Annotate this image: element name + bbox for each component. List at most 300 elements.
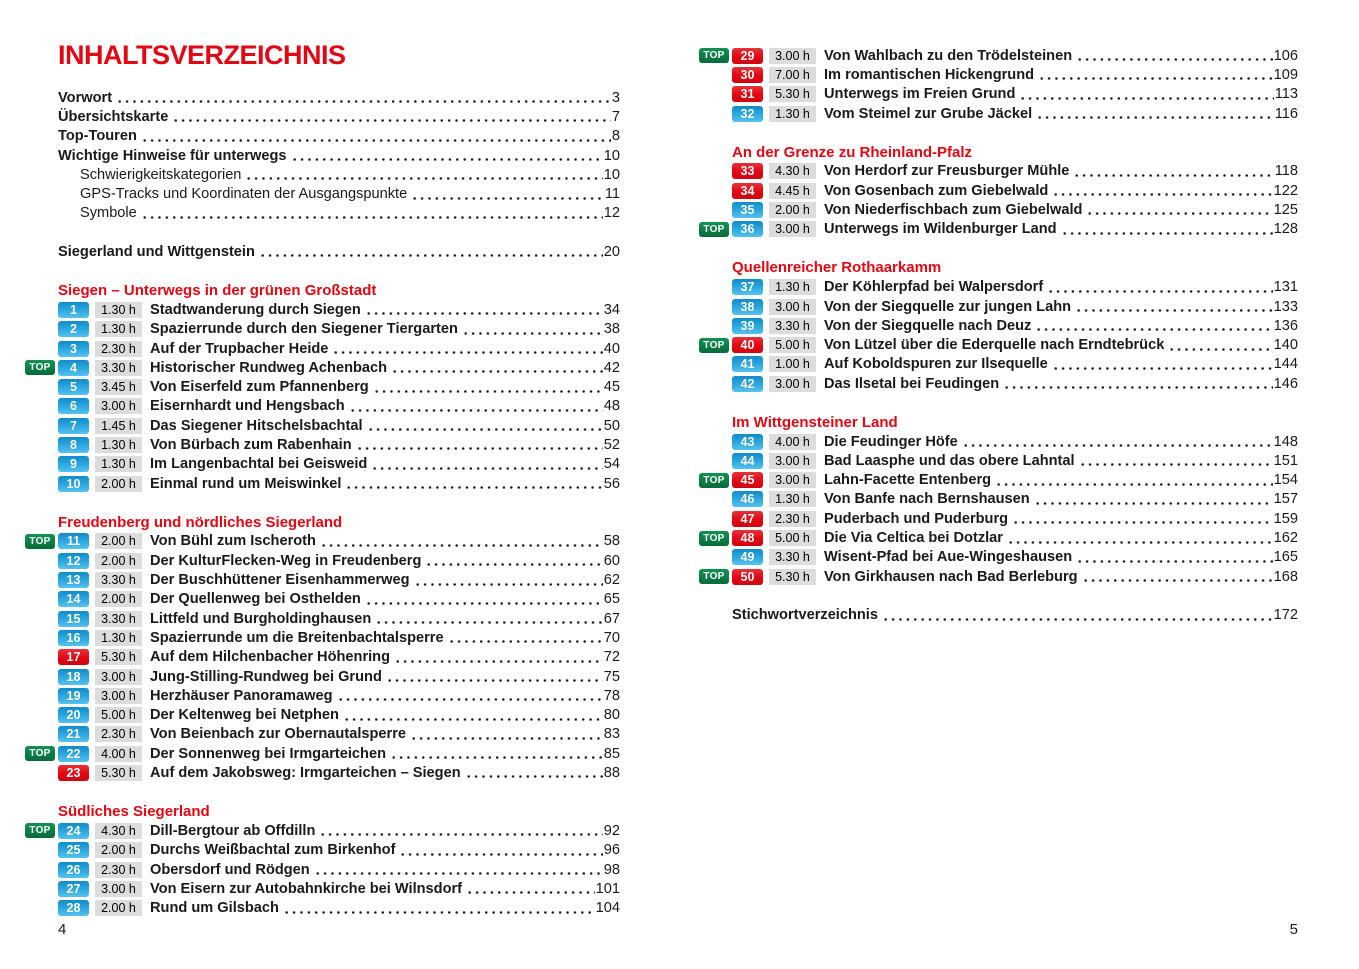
tour-row [25, 725, 620, 744]
toc-label: Wichtige Hinweise für unterwegs [58, 147, 287, 164]
dot-leader [1052, 355, 1273, 374]
tour-page-number: 118 [1274, 163, 1298, 180]
tour-number-badge: 43 [732, 434, 763, 450]
dot-leader [411, 184, 604, 203]
tour-number-badge: 18 [58, 669, 89, 685]
tour-number-badge: 23 [58, 765, 89, 781]
tour-number-badge: 46 [732, 491, 763, 507]
dot-leader [343, 706, 603, 725]
tour-number-badge: 36 [732, 221, 763, 237]
tour-duration: 2.00 h [95, 842, 142, 858]
tour-row [25, 397, 620, 416]
frontmatter-list [58, 88, 620, 223]
tour-row [699, 490, 1298, 509]
tour-number-badge: 9 [58, 456, 89, 472]
tour-title: Von der Siegquelle nach Deuz [824, 317, 1032, 334]
top-badge: TOP [25, 360, 55, 375]
tour-duration: 3.00 h [95, 688, 142, 704]
dot-leader [365, 300, 603, 319]
tour-number-badge: 7 [58, 418, 89, 434]
tour-number-badge: 27 [58, 881, 89, 897]
tour-number-badge: 12 [58, 553, 89, 569]
tour-page-number: 88 [603, 765, 620, 782]
tour-row [25, 590, 620, 609]
part-title-row [58, 242, 620, 261]
tour-title: Historischer Rundweg Achenbach [150, 359, 388, 376]
tour-page-number: 113 [1274, 86, 1298, 103]
dot-leader [386, 667, 603, 686]
tour-page-number: 78 [603, 687, 620, 704]
tour-title: Der Sonnenweg bei Irmgarteichen [150, 745, 386, 762]
dot-leader [367, 416, 603, 435]
tour-page-number: 52 [603, 436, 620, 453]
dot-leader [337, 686, 603, 705]
tour-page-number: 54 [603, 456, 620, 473]
tour-title: Die Via Celtica bei Dotzlar [824, 530, 1003, 547]
tour-page-number: 125 [1273, 202, 1298, 219]
tour-number-badge: 37 [732, 279, 763, 295]
tour-duration: 2.30 h [95, 341, 142, 357]
tour-duration: 4.30 h [95, 823, 142, 839]
tour-number-badge: 10 [58, 476, 89, 492]
tour-number-badge: 24 [58, 823, 89, 839]
section-heading: Siegen – Unterwegs in der grünen Großstadt [58, 282, 377, 300]
tour-title: Eisernhardt und Hengsbach [150, 398, 345, 415]
tour-page-number: 116 [1274, 105, 1298, 122]
dot-leader [332, 339, 602, 358]
dot-leader [371, 455, 602, 474]
tour-page-number: 92 [603, 822, 620, 839]
tour-duration: 1.30 h [95, 630, 142, 646]
dot-leader [1076, 46, 1273, 65]
tour-row [699, 548, 1298, 567]
tour-page-number: 38 [603, 321, 620, 338]
tour-number-badge: 39 [732, 318, 763, 334]
tour-number-badge: 5 [58, 379, 89, 395]
tour-title: Auf dem Hilchenbacher Höhenring [150, 649, 391, 666]
tour-title: Von Eisern zur Autobahnkirche bei Wilnsdorf [150, 880, 463, 897]
tour-row [699, 104, 1298, 123]
tour-row [699, 278, 1298, 297]
tour-page-number: 165 [1273, 549, 1298, 566]
left-sections [29, 281, 620, 918]
tour-duration: 1.30 h [769, 491, 816, 507]
tour-number-badge: 47 [732, 511, 763, 527]
top-badge: TOP [699, 338, 729, 353]
tour-duration: 5.00 h [769, 530, 816, 546]
top-badge: TOP [699, 473, 729, 488]
tour-row [25, 648, 620, 667]
toc-row [58, 127, 620, 146]
tour-number-badge: 26 [58, 862, 89, 878]
tour-page-number: 85 [603, 745, 620, 762]
section-heading: An der Grenze zu Rheinland-Pfalz [732, 143, 973, 161]
dot-leader [1076, 548, 1273, 567]
tour-title: Von Girkhausen nach Bad Berleburg [824, 568, 1078, 585]
tour-title: Der KulturFlecken-Weg in Freudenberg [150, 552, 422, 569]
tour-page-number: 72 [603, 649, 620, 666]
tour-number-badge: 16 [58, 630, 89, 646]
tour-number-badge: 25 [58, 842, 89, 858]
toc-label: Top-Touren [58, 128, 137, 145]
dot-leader [1038, 65, 1273, 84]
left-column [29, 88, 620, 918]
right-sections [703, 142, 1298, 586]
tour-row [25, 667, 620, 686]
tour-duration: 1.30 h [95, 321, 142, 337]
tour-duration: 3.00 h [769, 48, 816, 64]
toc-section [29, 802, 620, 918]
toc-page-number: 10 [603, 166, 620, 183]
tour-row [25, 763, 620, 782]
tour-row [699, 200, 1298, 219]
tour-duration: 5.00 h [95, 707, 142, 723]
dot-leader [1079, 451, 1273, 470]
dot-leader [882, 606, 1273, 625]
tour-page-number: 104 [595, 900, 620, 917]
top-badge: TOP [699, 222, 729, 237]
tour-row [25, 339, 620, 358]
tour-number-badge: 13 [58, 572, 89, 588]
tour-row [25, 860, 620, 879]
tour-page-number: 128 [1273, 221, 1298, 238]
tour-row [699, 181, 1298, 200]
toc-row [58, 204, 620, 223]
dot-leader [345, 474, 602, 493]
tour-title: Unterwegs im Wildenburger Land [824, 221, 1057, 238]
tour-row [25, 474, 620, 493]
dot-leader [462, 320, 603, 339]
tour-page-number: 67 [603, 610, 620, 627]
toc-page-number: 10 [603, 147, 620, 164]
tour-number-badge: 49 [732, 549, 763, 565]
tour-number-badge: 34 [732, 183, 763, 199]
tour-duration: 3.00 h [769, 453, 816, 469]
tour-duration: 3.00 h [95, 669, 142, 685]
section-heading: Freudenberg und nördliches Siegerland [58, 513, 343, 531]
dot-leader [1168, 335, 1272, 354]
tour-number-badge: 20 [58, 707, 89, 723]
tour-duration: 4.30 h [769, 163, 816, 179]
tour-title: Der Köhlerpfad bei Walpersdorf [824, 279, 1044, 296]
tour-page-number: 75 [603, 668, 620, 685]
right-column [703, 46, 1298, 625]
tour-title: Vom Steimel zur Grube Jäckel [824, 105, 1033, 122]
toc-label: Übersichtskarte [58, 108, 169, 125]
tour-number-badge: 42 [732, 376, 763, 392]
tour-duration: 1.45 h [95, 418, 142, 434]
dot-leader [319, 821, 602, 840]
dot-leader [394, 648, 603, 667]
tour-title: Von Lützel über die Ederquelle nach Erndtebrück [824, 337, 1165, 354]
tour-page-number: 96 [603, 842, 620, 859]
tour-title: Im romantischen Hickengrund [824, 66, 1035, 83]
part-title-page-number: 20 [603, 244, 620, 261]
tour-row [699, 528, 1298, 547]
tour-number-badge: 41 [732, 356, 763, 372]
toc-section [703, 258, 1298, 393]
tour-duration: 3.00 h [769, 221, 816, 237]
tour-duration: 3.00 h [769, 472, 816, 488]
tour-duration: 5.30 h [769, 569, 816, 585]
tour-title: Der Keltenweg bei Netphen [150, 707, 339, 724]
tour-duration: 2.30 h [95, 726, 142, 742]
dot-leader [465, 763, 603, 782]
dot-leader [391, 358, 603, 377]
section-heading: Südliches Siegerland [58, 803, 210, 821]
dot-leader [1035, 316, 1272, 335]
tour-row [25, 300, 620, 319]
tour-row [699, 374, 1298, 393]
tour-number-badge: 50 [732, 569, 763, 585]
tour-title: Im Langenbachtal bei Geisweid [150, 456, 368, 473]
tour-row [25, 898, 620, 917]
tour-page-number: 133 [1273, 298, 1298, 315]
tour-number-badge: 40 [732, 337, 763, 353]
dot-leader [141, 204, 603, 223]
tour-title: Rund um Gilsbach [150, 900, 279, 917]
toc-row [58, 184, 620, 203]
dot-leader [1012, 509, 1273, 528]
tour-row [699, 567, 1298, 586]
tour-title: Spazierrunde durch den Siegener Tiergarten [150, 321, 458, 338]
tour-number-badge: 33 [732, 163, 763, 179]
tour-duration: 2.00 h [95, 900, 142, 916]
dot-leader [1019, 85, 1273, 104]
tour-row [25, 706, 620, 725]
tour-number-badge: 44 [732, 453, 763, 469]
tour-row [25, 841, 620, 860]
tour-duration: 2.00 h [95, 533, 142, 549]
tour-title: Littfeld und Burgholdinghausen [150, 610, 372, 627]
tour-title: Von Niederfischbach zum Giebelwald [824, 202, 1083, 219]
dot-leader [1052, 181, 1272, 200]
tour-number-badge: 11 [58, 533, 89, 549]
toc-page-number: 11 [604, 186, 620, 203]
dot-leader [375, 609, 602, 628]
tour-number-badge: 1 [58, 302, 89, 318]
tour-row [699, 451, 1298, 470]
tour-duration: 3.30 h [769, 318, 816, 334]
toc-page-number: 12 [603, 205, 620, 222]
tour-row [699, 355, 1298, 374]
tour-number-badge: 2 [58, 321, 89, 337]
toc-label: Vorwort [58, 89, 113, 106]
tour-page-number: 42 [603, 359, 620, 376]
tour-page-number: 83 [603, 726, 620, 743]
tour-number-badge: 14 [58, 591, 89, 607]
tour-row [25, 320, 620, 339]
page-title: INHALTSVERZEICHNIS [58, 40, 346, 70]
dot-leader [356, 435, 603, 454]
dot-leader [373, 377, 603, 396]
dot-leader [365, 590, 603, 609]
tour-page-number: 45 [603, 379, 620, 396]
tour-page-number: 146 [1273, 375, 1298, 392]
tour-page-number: 151 [1273, 452, 1298, 469]
tour-number-badge: 19 [58, 688, 89, 704]
tour-duration: 2.30 h [95, 862, 142, 878]
tour-title: Durchs Weißbachtal zum Birkenhof [150, 842, 396, 859]
dot-leader [141, 127, 611, 146]
dot-leader [291, 146, 603, 165]
tour-row [25, 416, 620, 435]
tour-number-badge: 22 [58, 746, 89, 762]
tour-row [25, 551, 620, 570]
index-label: Stichwortverzeichnis [732, 607, 878, 624]
tour-duration: 1.30 h [95, 302, 142, 318]
tour-page-number: 98 [603, 861, 620, 878]
tour-duration: 3.00 h [769, 376, 816, 392]
dot-leader [466, 879, 595, 898]
dot-leader [1034, 490, 1273, 509]
tour-page-number: 136 [1273, 317, 1298, 334]
top-badge: TOP [699, 531, 729, 546]
tour-row [25, 532, 620, 551]
tour-title: Das Siegener Hitschelsbachtal [150, 417, 363, 434]
tour-duration: 3.30 h [95, 360, 142, 376]
tour-duration: 4.45 h [769, 183, 816, 199]
tour-page-number: 48 [603, 398, 620, 415]
tour-page-number: 70 [603, 629, 620, 646]
tour-row [25, 570, 620, 589]
tour-row [25, 744, 620, 763]
dot-leader [1075, 297, 1273, 316]
toc-page-number: 7 [611, 108, 620, 125]
tour-number-badge: 38 [732, 299, 763, 315]
tour-row [699, 316, 1298, 335]
dot-leader [172, 107, 611, 126]
tour-page-number: 140 [1273, 337, 1298, 354]
tour-row [699, 297, 1298, 316]
section-heading: Quellenreicher Rothaarkamm [732, 259, 942, 277]
index-page-number: 172 [1273, 607, 1298, 624]
tour-title: Der Quellenweg bei Osthelden [150, 591, 361, 608]
dot-leader [283, 898, 595, 917]
tour-number-badge: 3 [58, 341, 89, 357]
toc-page-number: 3 [611, 89, 620, 106]
toc-section [703, 413, 1298, 587]
dot-leader [259, 242, 603, 261]
tour-duration: 3.45 h [95, 379, 142, 395]
tour-page-number: 144 [1273, 356, 1298, 373]
tour-duration: 5.30 h [95, 649, 142, 665]
tour-page-number: 106 [1273, 47, 1298, 64]
book-page-number-left: 4 [58, 921, 67, 938]
top-badge: TOP [699, 569, 729, 584]
tour-duration: 7.00 h [769, 67, 816, 83]
tour-row [699, 220, 1298, 239]
book-page-number-right: 5 [1289, 921, 1298, 938]
tour-number-badge: 17 [58, 649, 89, 665]
section-heading: Im Wittgensteiner Land [732, 413, 898, 431]
toc-row [58, 107, 620, 126]
tour-number-badge: 30 [732, 67, 763, 83]
tour-duration: 3.00 h [769, 299, 816, 315]
top-badge: TOP [25, 534, 55, 549]
tour-title: Einmal rund um Meiswinkel [150, 475, 342, 492]
tour-title: Jung-Stilling-Rundweg bei Grund [150, 668, 382, 685]
tour-row [25, 377, 620, 396]
dot-leader [116, 88, 611, 107]
tour-title: Herzhäuser Panoramaweg [150, 687, 333, 704]
tour-row [699, 335, 1298, 354]
tour-title: Von Banfe nach Bernshausen [824, 491, 1030, 508]
tour-row [25, 609, 620, 628]
dot-leader [425, 551, 602, 570]
dot-leader [962, 432, 1273, 451]
tour-number-badge: 32 [732, 106, 763, 122]
dot-leader [245, 165, 602, 184]
toc-section [29, 281, 620, 493]
dot-leader [1036, 104, 1274, 123]
tour-page-number: 40 [603, 340, 620, 357]
tour-row [699, 65, 1298, 84]
tour-title: Bad Laasphe und das obere Lahntal [824, 452, 1075, 469]
toc-row [58, 88, 620, 107]
tour-page-number: 162 [1273, 530, 1298, 547]
dot-leader [1086, 200, 1272, 219]
tour-duration: 1.30 h [769, 279, 816, 295]
dot-leader [410, 725, 603, 744]
toc-label: GPS-Tracks und Koordinaten der Ausgangspunkte [80, 186, 408, 203]
tour-title: Spazierrunde um die Breitenbachtalsperre [150, 629, 444, 646]
tour-duration: 3.30 h [769, 549, 816, 565]
tour-title: Auf Koboldspuren zur Ilsequelle [824, 356, 1048, 373]
tour-duration: 3.30 h [95, 572, 142, 588]
tour-duration: 2.30 h [769, 511, 816, 527]
tour-number-badge: 35 [732, 202, 763, 218]
top-badge: TOP [699, 48, 729, 63]
continued-entries [703, 46, 1298, 123]
dot-leader [995, 471, 1273, 490]
tour-page-number: 80 [603, 707, 620, 724]
tour-title: Von Bühl zum Ischeroth [150, 533, 316, 550]
tour-row [699, 162, 1298, 181]
tour-title: Puderbach und Puderburg [824, 510, 1009, 527]
tour-title: Von Eiserfeld zum Pfannenberg [150, 379, 369, 396]
tour-duration: 2.00 h [769, 202, 816, 218]
dot-leader [1073, 162, 1273, 181]
tour-row [25, 628, 620, 647]
tour-row [25, 879, 620, 898]
tour-title: Obersdorf und Rödgen [150, 861, 310, 878]
tour-duration: 3.30 h [95, 611, 142, 627]
dot-leader [1082, 567, 1273, 586]
tour-row [699, 471, 1298, 490]
tour-title: Unterwegs im Freien Grund [824, 86, 1016, 103]
tour-title: Das Ilsetal bei Feudingen [824, 375, 1000, 392]
dot-leader [314, 860, 603, 879]
tour-title: Von der Siegquelle zur jungen Lahn [824, 298, 1072, 315]
tour-row [25, 455, 620, 474]
tour-page-number: 122 [1273, 182, 1298, 199]
tour-row [699, 85, 1298, 104]
tour-title: Lahn-Facette Entenberg [824, 472, 992, 489]
tour-row [699, 46, 1298, 65]
tour-row [699, 509, 1298, 528]
tour-page-number: 148 [1273, 433, 1298, 450]
dot-leader [1003, 374, 1272, 393]
dot-leader [414, 570, 603, 589]
tour-page-number: 60 [603, 552, 620, 569]
tour-row [25, 821, 620, 840]
index-row [732, 606, 1298, 625]
tour-duration: 5.30 h [769, 86, 816, 102]
tour-title: Von Beienbach zur Obernautalsperre [150, 726, 406, 743]
tour-title: Stadtwanderung durch Siegen [150, 301, 361, 318]
dot-leader [399, 841, 602, 860]
